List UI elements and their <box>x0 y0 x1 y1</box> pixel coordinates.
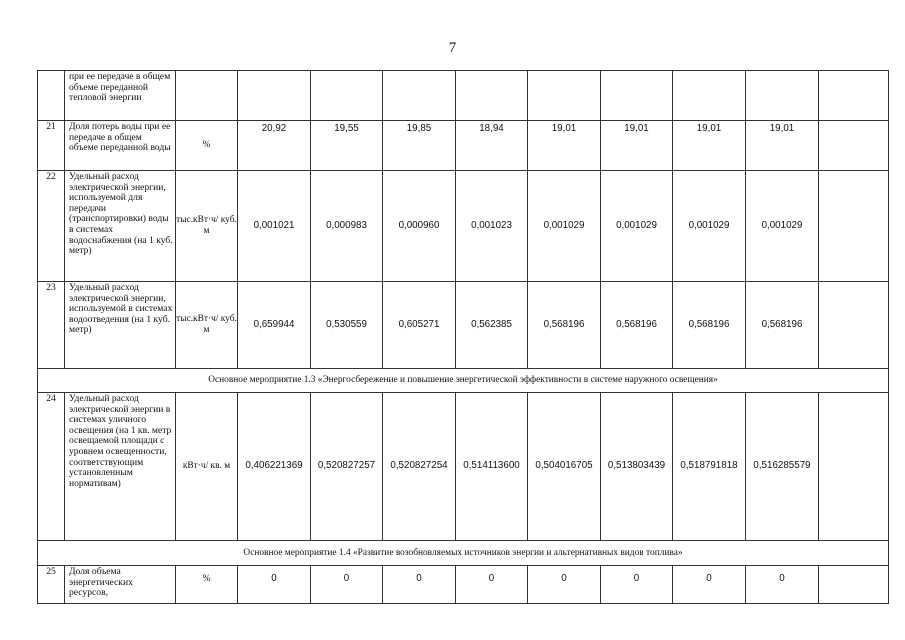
table-row <box>38 171 889 282</box>
table-row <box>38 566 889 604</box>
value-cell: 0 <box>601 566 673 604</box>
value-cell: 0,520827257 <box>311 393 383 541</box>
value-cell: 0 <box>746 566 819 604</box>
value-cell: 0,516285579 <box>746 393 819 541</box>
table-row <box>38 121 889 171</box>
unit-cell <box>176 71 238 121</box>
unit-cell: % <box>176 121 238 171</box>
row-number: 21 <box>38 121 65 171</box>
section-row <box>38 541 889 566</box>
value-cell: 19,01 <box>673 121 746 171</box>
row-number: 25 <box>38 566 65 604</box>
section-heading: Основное мероприятие 1.4 «Развитие возобновляемых источников энергии и альтернативных видов топлива» <box>38 541 889 566</box>
value-cell <box>601 71 673 121</box>
value-cell: 0,568196 <box>601 282 673 369</box>
value-cell: 0,513803439 <box>601 393 673 541</box>
empty-cell <box>819 121 889 171</box>
value-cell <box>456 71 528 121</box>
value-cell: 19,01 <box>746 121 819 171</box>
unit-cell: кВт·ч/ кв. м <box>176 393 238 541</box>
value-cell: 0 <box>383 566 456 604</box>
indicator-name: при ее передаче в общем объеме переданной тепловой энергии <box>65 71 176 121</box>
row-number: 22 <box>38 171 65 282</box>
indicator-name: Удельный расход электрической энергии, используемой для передачи (транспортировки) воды в системах водоснабжения (на 1 куб. метр) <box>65 171 176 282</box>
value-cell: 0,659944 <box>238 282 311 369</box>
value-cell: 0,520827254 <box>383 393 456 541</box>
section-heading: Основное мероприятие 1.3 «Энергосбережение и повышение энергетической эффективности в системе наружного освещения» <box>38 369 889 393</box>
value-cell: 0 <box>311 566 383 604</box>
value-cell <box>383 71 456 121</box>
value-cell: 19,85 <box>383 121 456 171</box>
value-cell: 0 <box>456 566 528 604</box>
indicator-name: Доля потерь воды при ее передаче в общем объеме переданной воды <box>65 121 176 171</box>
value-cell: 0,000960 <box>383 171 456 282</box>
value-cell: 0,406221369 <box>238 393 311 541</box>
value-cell: 0,001023 <box>456 171 528 282</box>
value-cell <box>746 71 819 121</box>
value-cell: 0,605271 <box>383 282 456 369</box>
value-cell: 0,568196 <box>528 282 601 369</box>
value-cell: 0 <box>528 566 601 604</box>
value-cell: 0,001029 <box>673 171 746 282</box>
row-number: 24 <box>38 393 65 541</box>
row-number: 23 <box>38 282 65 369</box>
section-row <box>38 369 889 393</box>
value-cell: 0 <box>673 566 746 604</box>
unit-cell: тыс.кВт·ч/ куб. м <box>176 171 238 282</box>
value-cell: 0,001021 <box>238 171 311 282</box>
indicator-name: Удельный расход электрической энергии в системах уличного освещения (на 1 кв. метр освещаемой площади с уровнем освещенности, соответствующим установленным нормативам) <box>65 393 176 541</box>
empty-cell <box>819 566 889 604</box>
value-cell: 0,568196 <box>746 282 819 369</box>
value-cell: 0,001029 <box>746 171 819 282</box>
row-number <box>38 71 65 121</box>
value-cell: 18,94 <box>456 121 528 171</box>
value-cell: 20,92 <box>238 121 311 171</box>
value-cell <box>311 71 383 121</box>
value-cell <box>673 71 746 121</box>
table-row <box>38 282 889 369</box>
empty-cell <box>819 393 889 541</box>
value-cell: 19,01 <box>601 121 673 171</box>
value-cell: 0,001029 <box>528 171 601 282</box>
empty-cell <box>819 282 889 369</box>
indicator-name: Доля объема энергетических ресурсов, <box>65 566 176 604</box>
indicators-table <box>37 70 889 604</box>
value-cell <box>528 71 601 121</box>
value-cell: 0,504016705 <box>528 393 601 541</box>
table-row <box>38 71 889 121</box>
value-cell: 0,562385 <box>456 282 528 369</box>
unit-cell: тыс.кВт·ч/ куб. м <box>176 282 238 369</box>
table-row <box>38 393 889 541</box>
value-cell: 0,000983 <box>311 171 383 282</box>
value-cell: 0 <box>238 566 311 604</box>
value-cell: 0,001029 <box>601 171 673 282</box>
empty-cell <box>819 171 889 282</box>
value-cell: 0,568196 <box>673 282 746 369</box>
value-cell: 19,01 <box>528 121 601 171</box>
value-cell: 19,55 <box>311 121 383 171</box>
indicator-name: Удельный расход электрической энергии, используемой в системах водоотведения (на 1 куб. метр) <box>65 282 176 369</box>
value-cell: 0,518791818 <box>673 393 746 541</box>
value-cell <box>238 71 311 121</box>
empty-cell <box>819 71 889 121</box>
value-cell: 0,530559 <box>311 282 383 369</box>
page-number: 7 <box>448 40 457 56</box>
unit-cell: % <box>176 566 238 604</box>
value-cell: 0,514113600 <box>456 393 528 541</box>
